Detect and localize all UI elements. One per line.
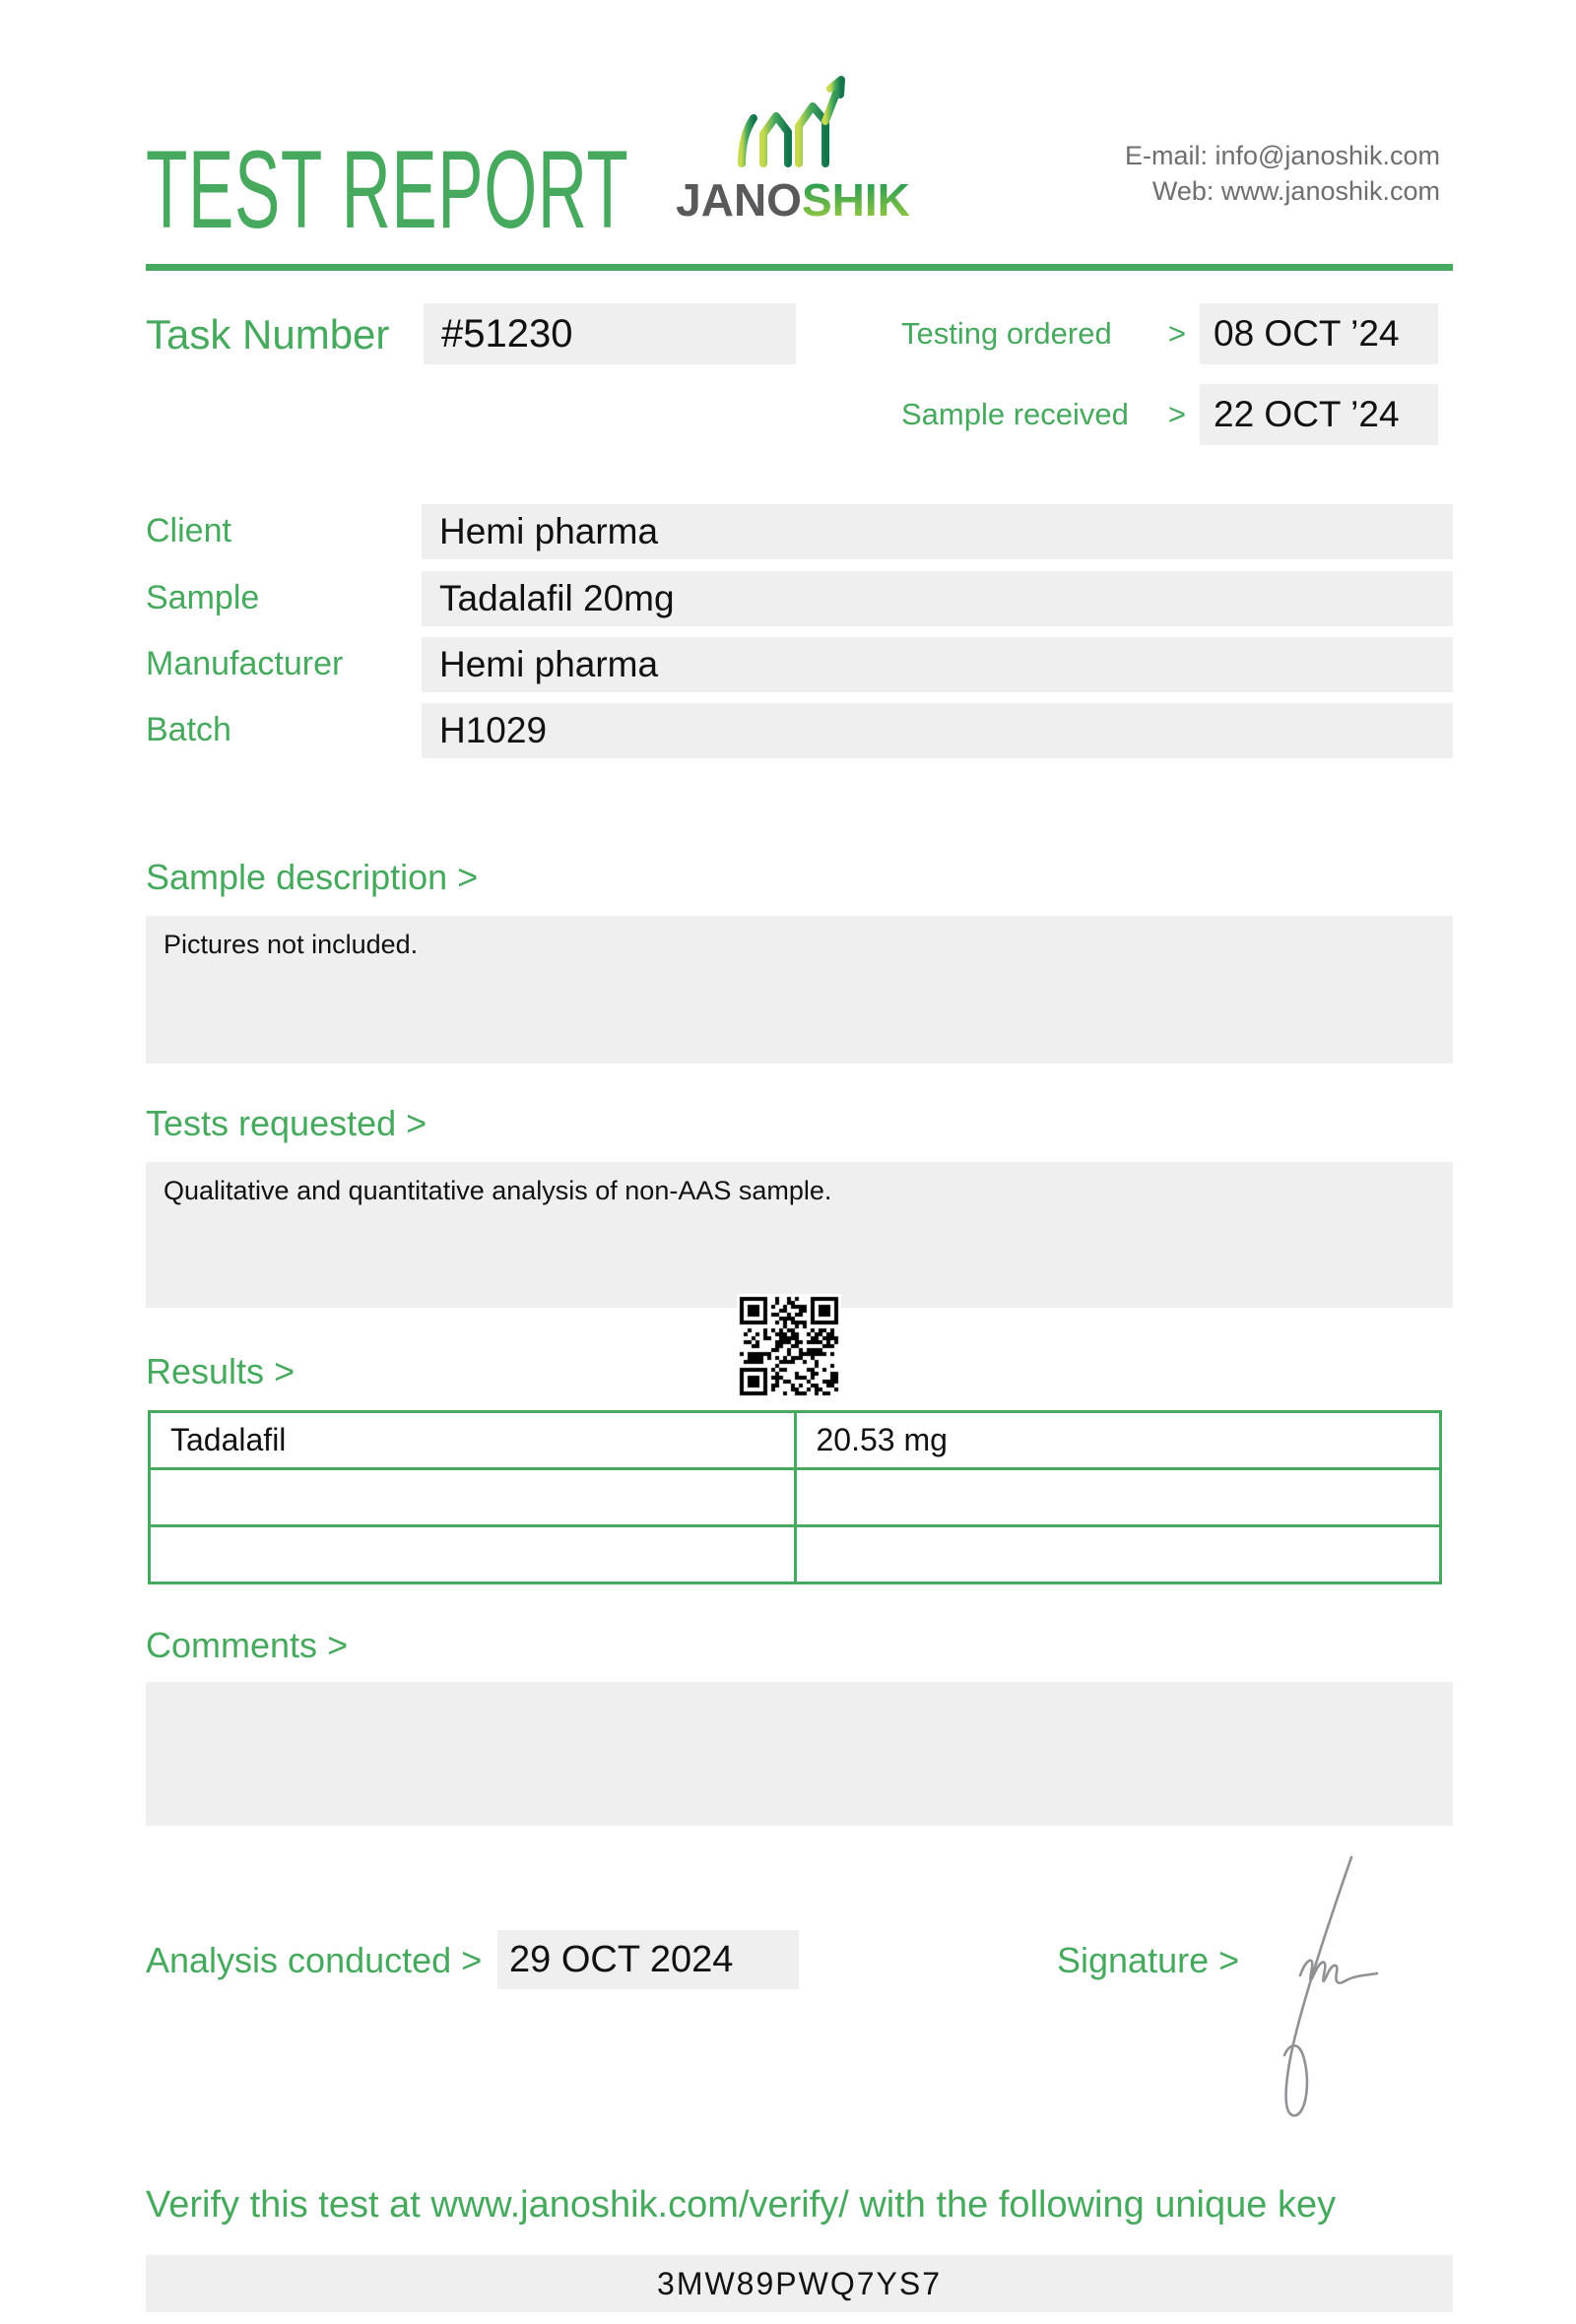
results-row [150,1469,1441,1526]
tests-requested-content: Qualitative and quantitative analysis of non-AAS sample. [164,1176,832,1205]
tests-requested-box [146,1162,1453,1308]
arrow-icon: > [406,1103,427,1143]
results-table [148,1410,1442,1584]
batch-field [422,703,1453,758]
comments-box [146,1682,1453,1826]
sample-description-label: Sample description [146,857,448,897]
janoshik-logo [650,75,936,226]
tests-requested-heading [146,1103,427,1144]
task-number-label: Task Number [146,311,390,357]
client-field [422,504,1453,559]
logo-wordmark [650,173,936,226]
analysis-conducted-heading [146,1940,482,1981]
results-row [150,1412,1441,1469]
client-label: Client [146,512,231,549]
logo-text-jano: JANO [676,174,802,226]
analysis-date-field [497,1930,799,1989]
logo-text-shik: SHIK [801,174,910,226]
signature-scribble [1261,1851,1389,2142]
signature-label: Signature [1057,1940,1210,1980]
arrow-icon: > [327,1625,349,1665]
sample-description-box [146,916,1453,1064]
arrow-icon: > [1167,397,1186,431]
arrow-icon: > [457,857,479,897]
analysis-conducted-label: Analysis conducted [146,1940,452,1980]
manufacturer-label: Manufacturer [146,645,344,682]
page-title: TEST REPORT [146,128,629,251]
arrow-icon: > [274,1351,296,1391]
sample-field [422,571,1453,626]
task-number-value: #51230 [441,312,573,355]
qr-code [737,1294,841,1398]
batch-value: H1029 [439,710,548,750]
sample-received-row [901,384,1438,445]
results-heading [146,1351,295,1392]
analysis-date-value: 29 OCT 2024 [509,1939,734,1980]
contact-email: E-mail: info@janoshik.com [1124,141,1440,170]
header-divider [146,264,1453,271]
client-value: Hemi pharma [439,511,659,551]
arrow-icon: > [1218,1940,1240,1980]
task-number-field [424,303,796,364]
verify-instruction: Verify this test at www.janoshik.com/verify/ with the following unique key [146,2184,1337,2226]
verify-key-value: 3MW89PWQ7YS7 [657,2266,942,2301]
testing-ordered-value: 08 OCT ’24 [1200,303,1438,364]
result-substance-cell: Tadalafil [150,1412,796,1469]
result-amount-cell [795,1526,1441,1583]
testing-ordered-row [901,303,1438,364]
sample-value: Tadalafil 20mg [439,578,675,618]
chart-growth-icon [734,75,852,169]
contact-web: Web: www.janoshik.com [1151,176,1440,207]
result-substance-cell [150,1526,796,1583]
comments-heading [146,1625,348,1666]
result-amount-cell [795,1469,1441,1526]
contact-block [1125,138,1440,210]
sample-received-value: 22 OCT ’24 [1200,384,1438,445]
arrow-icon: > [461,1940,483,1980]
results-row [150,1526,1441,1583]
sample-description-content: Pictures not included. [164,930,419,959]
arrow-icon: > [1167,316,1186,351]
sample-description-heading [146,857,478,898]
tests-requested-label: Tests requested [146,1103,397,1143]
verify-key-field [146,2255,1453,2312]
manufacturer-value: Hemi pharma [439,644,659,684]
results-label: Results [146,1351,265,1391]
sample-label: Sample [146,579,260,616]
comments-label: Comments [146,1625,318,1665]
result-substance-cell [150,1469,796,1526]
signature-heading [1057,1940,1239,1981]
testing-ordered-label: Testing ordered [901,316,1112,351]
sample-received-label: Sample received [901,397,1129,431]
comments-content [146,1682,1453,1710]
result-amount-cell: 20.53 mg [795,1412,1441,1469]
batch-label: Batch [146,711,231,748]
manufacturer-field [422,637,1453,692]
